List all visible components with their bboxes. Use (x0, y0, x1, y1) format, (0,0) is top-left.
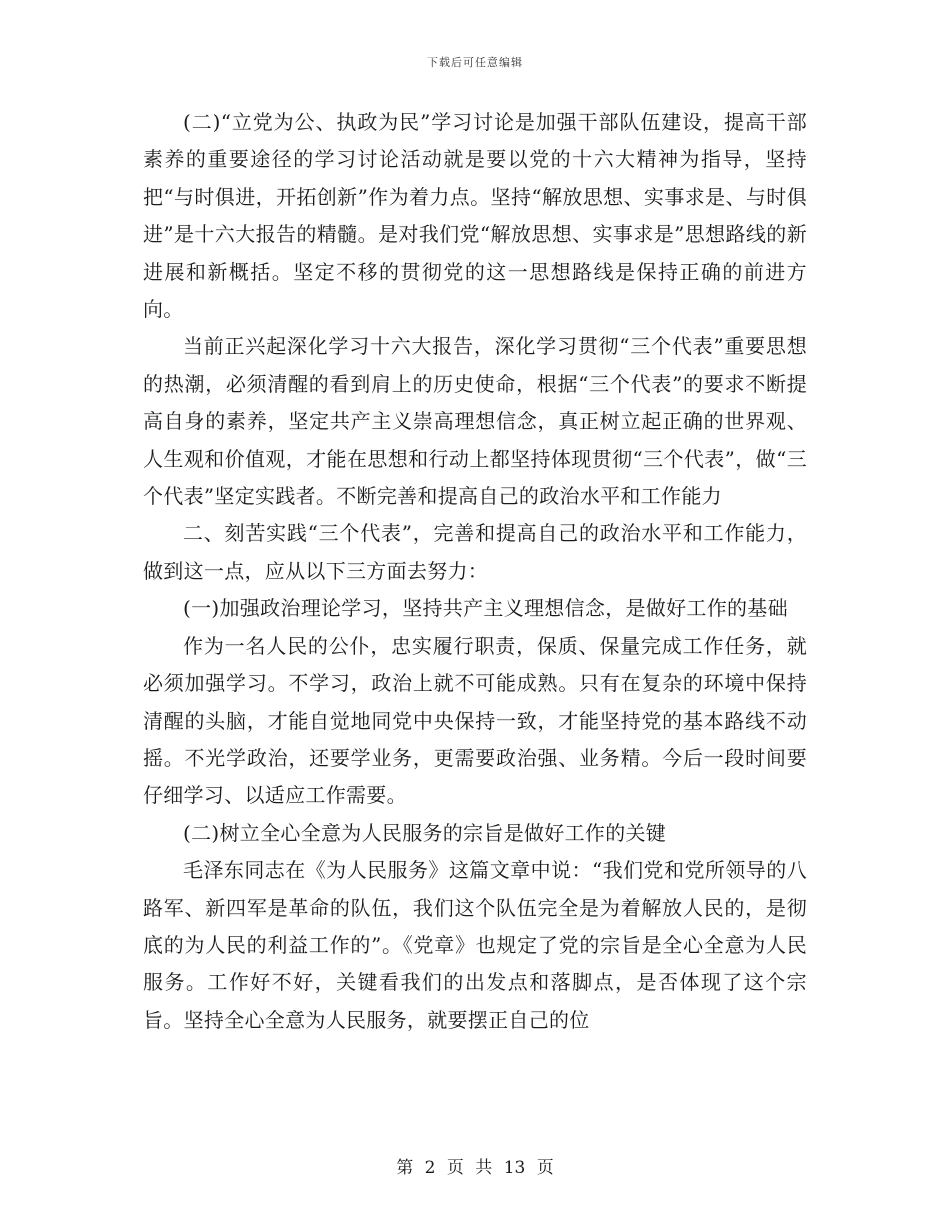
document-body (143, 104, 807, 1039)
page-number-footer: 第 2 页 共 13 页 (396, 1158, 554, 1178)
paragraph-3: 二、刻苦实践“三个代表”，完善和提高自己的政治水平和工作能力，做到这一点，应从以下三方面去努力： (143, 521, 807, 583)
paragraph-7: 毛泽东同志在《为人民服务》这篇文章中说：“我们党和党所领导的八路军、新四军是革命的队伍，我们这个队伍完全是为着解放人民的，是彻底的为人民的利益工作的”。《党章》也规定了党的宗旨是全心全意为人民服务。工作好不好，关键看我们的出发点和落脚点，是否体现了这个宗旨。坚持全心全意为人民服务，就要摆正自己的位 (143, 858, 807, 1032)
paragraph-6: (二)树立全心全意为人民服务的宗旨是做好工作的关键 (183, 820, 667, 845)
paragraph-4: (一)加强政治理论学习，坚持共产主义理想信念，是做好工作的基础 (183, 596, 788, 621)
page-header: 下载后可任意编辑 (427, 56, 523, 69)
paragraph-1: (二)“立党为公、执政为民”学习讨论是加强干部队伍建设，提高干部素养的重要途径的学习讨论活动就是要以党的十六大精神为指导，坚持把“与时俱进，开拓创新”作为着力点。坚持“解放思想、实事求是、与时俱进”是十六大报告的精髓。是对我们党“解放思想、实事求是”思想路线的新进展和新概括。坚定不移的贯彻党的这一思想路线是保持正确的前进方向。 (143, 110, 807, 322)
paragraph-5: 作为一名人民的公仆，忠实履行职责，保质、保量完成工作任务，就必须加强学习。不学习，政治上就不可能成熟。只有在复杂的环境中保持清醒的头脑，才能自觉地同党中央保持一致，才能坚持党的基本路线不动摇。不光学政治，还要学业务，更需要政治强、业务精。今后一段时间要仔细学习、以适应工作需要。 (143, 633, 807, 808)
paragraph-2: 当前正兴起深化学习十六大报告，深化学习贯彻“三个代表”重要思想的热潮，必须清醒的看到肩上的历史使命，根据“三个代表”的要求不断提高自身的素养，坚定共产主义崇高理想信念，真正树立起正确的世界观、人生观和价值观，才能在思想和行动上都坚持体现贯彻“三个代表”，做“三个代表”坚定实践者。不断完善和提高自己的政治水平和工作能力 (143, 334, 807, 509)
